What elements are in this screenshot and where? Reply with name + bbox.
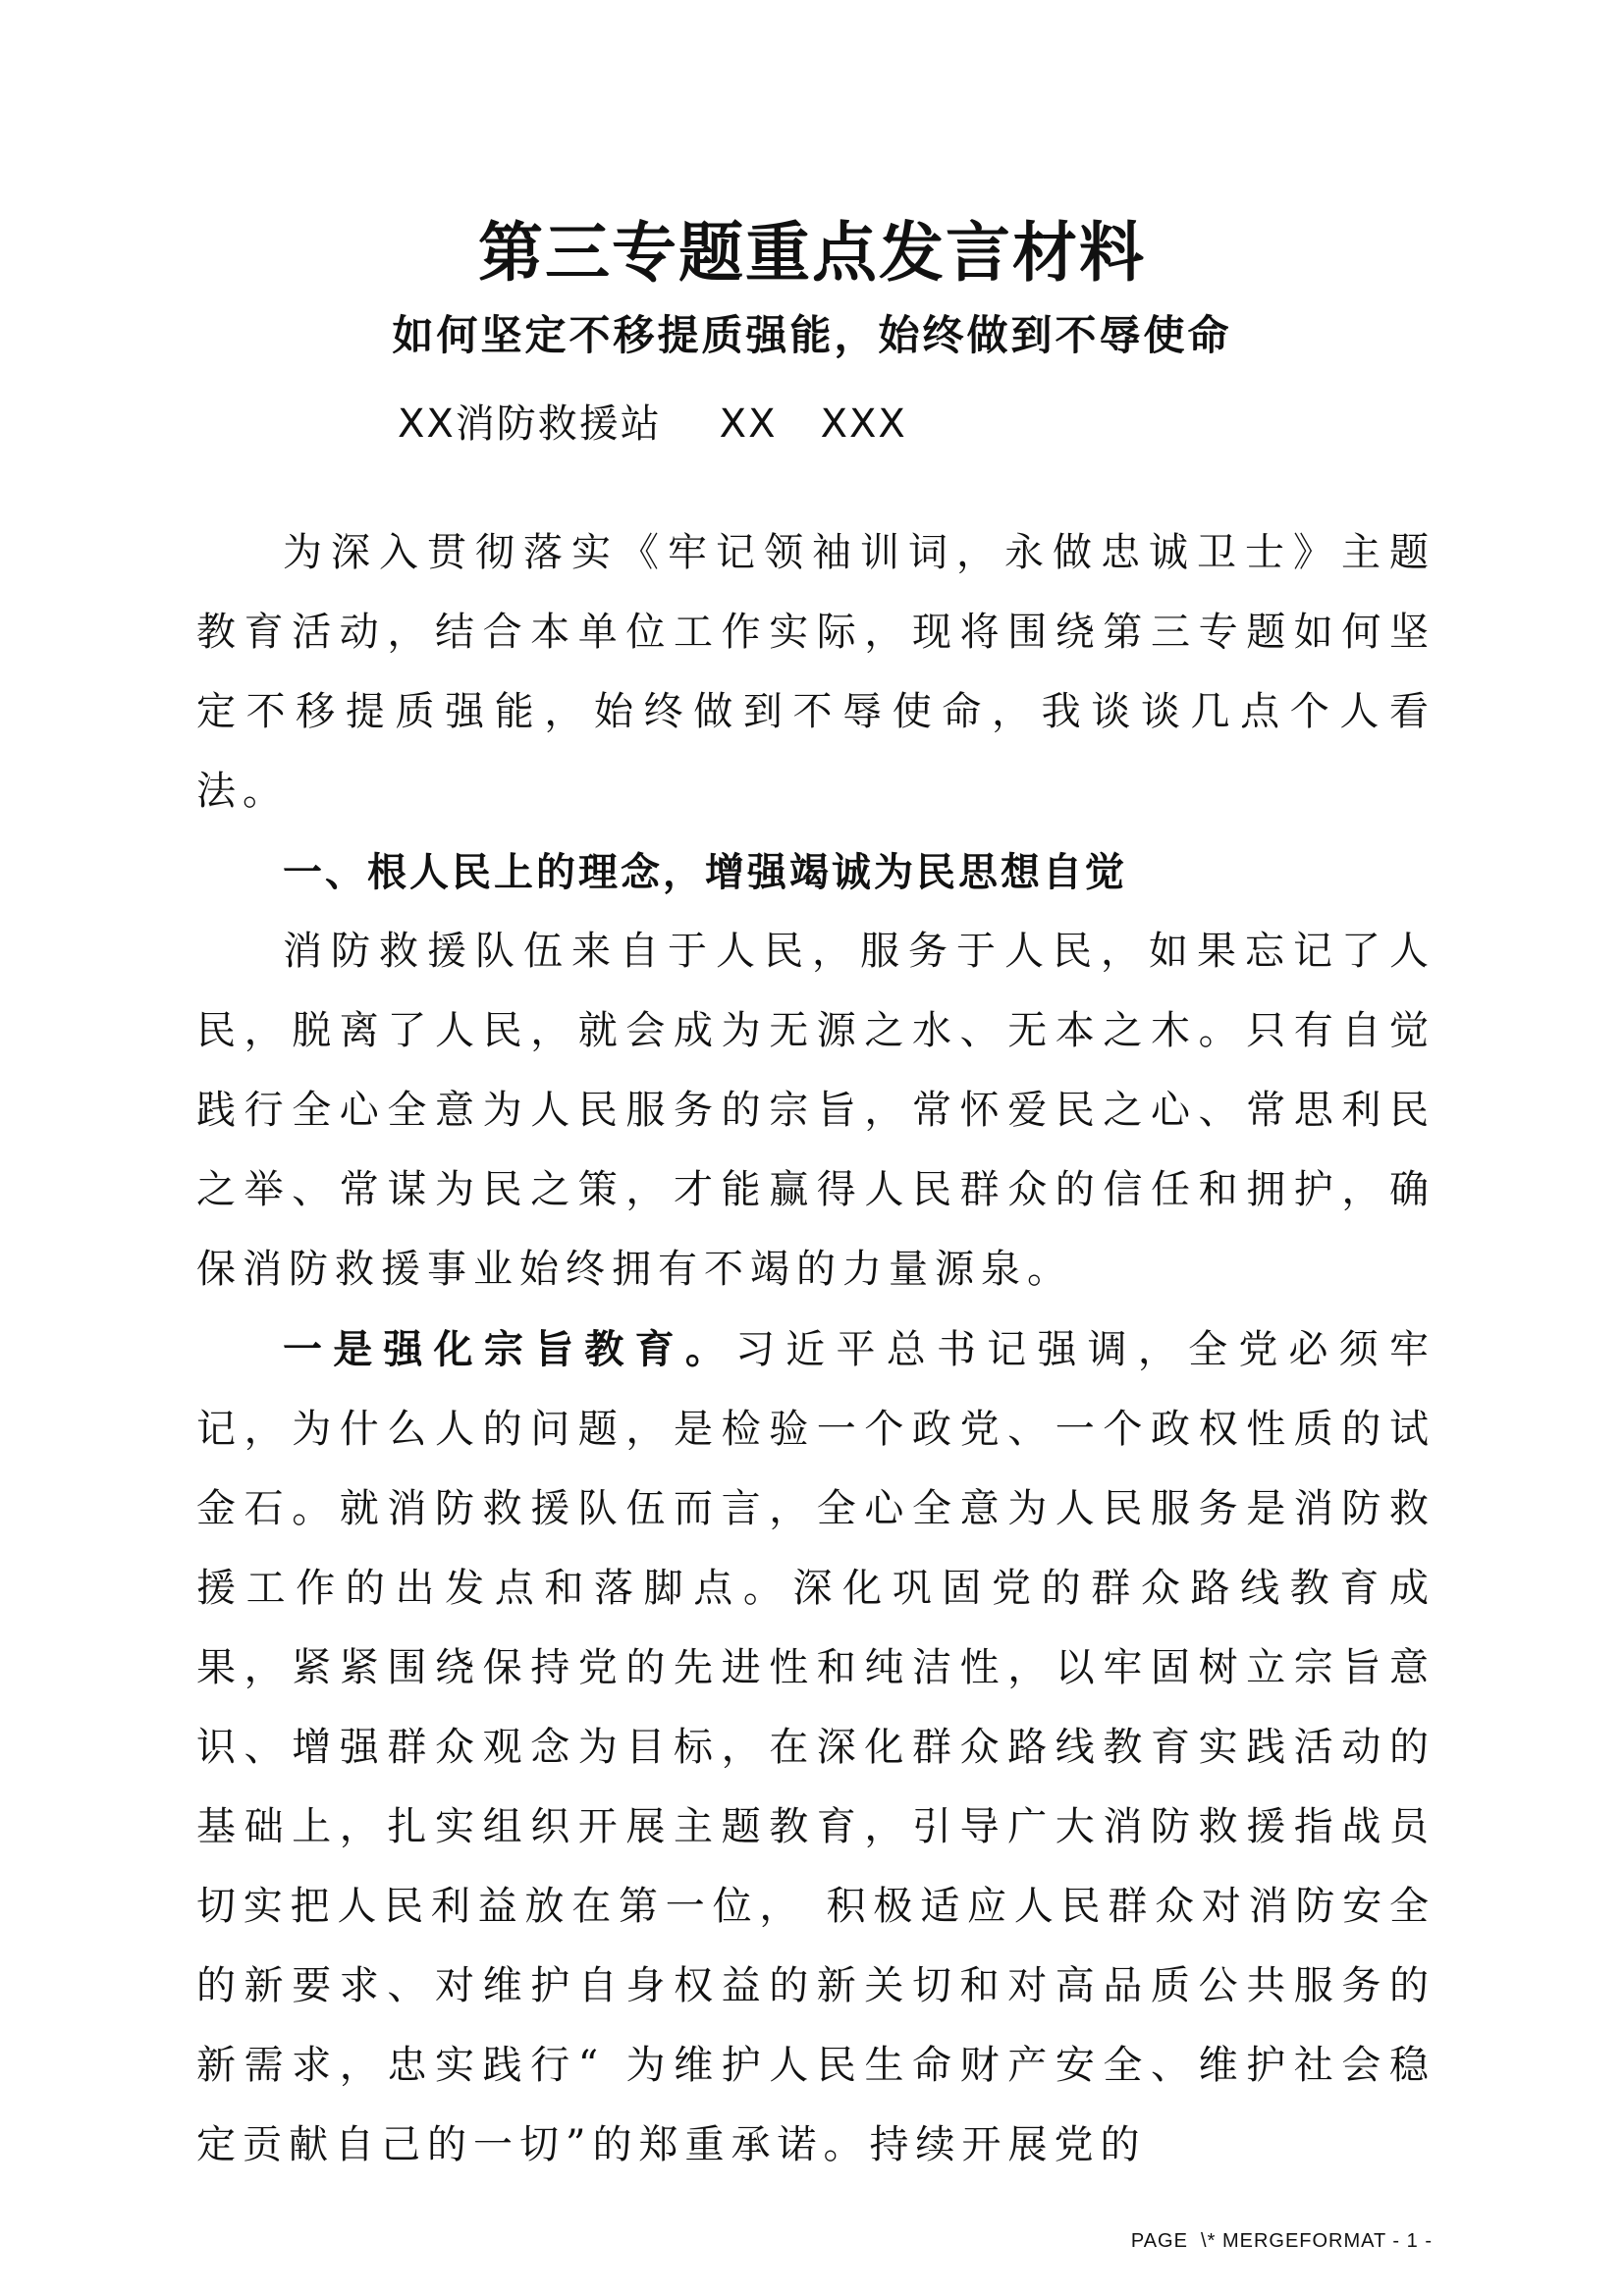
paragraph-body-text: 习近平总书记强调，全党必须牢记，为什么人的问题，是检验一个政党、一个政权性质的试金石。就消防救援队伍而言，全心全意为人民服务是消防救援工作的出发点和落脚点。深化巩固党的群众路线教育成果，紧紧围绕保持党的先进性和纯洁性，以牢固树立宗旨意识、增强群众观念为目标，在深化群众路线教育实践活动的基础上，扎实组织开展主题教育，引导广大消防救援指战员切实把人民利益放在第一位， 积极适应人民群众对消防安全的新要求、对维护自身权益的新关切和对高品质公共服务的新需求，忠实践行“ 为维护人民生命财产安全、维护社会稳定贡献自己的一切”的郑重承诺。持续开展党的 xyxy=(196,1327,1436,2167)
author-line: XX消防救援站 XX XXX xyxy=(398,401,907,447)
intro-paragraph: 为深入贯彻落实《牢记领袖训词，永做忠诚卫士》主题教育活动，结合本单位工作实际，现将围绕第三专题如何坚定不移提质强能，始终做到不辱使命，我谈谈几点个人看法。 xyxy=(196,530,1435,814)
section-one-paragraph-2 xyxy=(196,1309,1435,2185)
intro-section xyxy=(196,513,1435,831)
document-subtitle: 如何坚定不移提质强能，始终做到不辱使命 xyxy=(392,311,1232,359)
section-one-heading: 一、根人民上的理念，增强竭诚为民思想自觉 xyxy=(283,849,1127,895)
section-one-paragraph-1: 消防救援队伍来自于人民，服务于人民，如果忘记了人民，脱离了人民，就会成为无源之水、无本之木。只有自觉践行全心全意为人民服务的宗旨，常怀爱民之心、常思利民之举、常谋为民之策，才能赢得人民群众的信任和拥护，确保消防救援事业始终拥有不竭的力量源泉。 xyxy=(196,929,1435,1292)
paragraph-lead-phrase: 一是强化宗旨教育。 xyxy=(283,1326,736,1372)
page-footer: PAGE \* MERGEFORMAT - 1 - xyxy=(1130,2230,1433,2252)
document-title: 第三专题重点发言材料 xyxy=(478,214,1146,291)
section-one xyxy=(196,832,1435,2185)
